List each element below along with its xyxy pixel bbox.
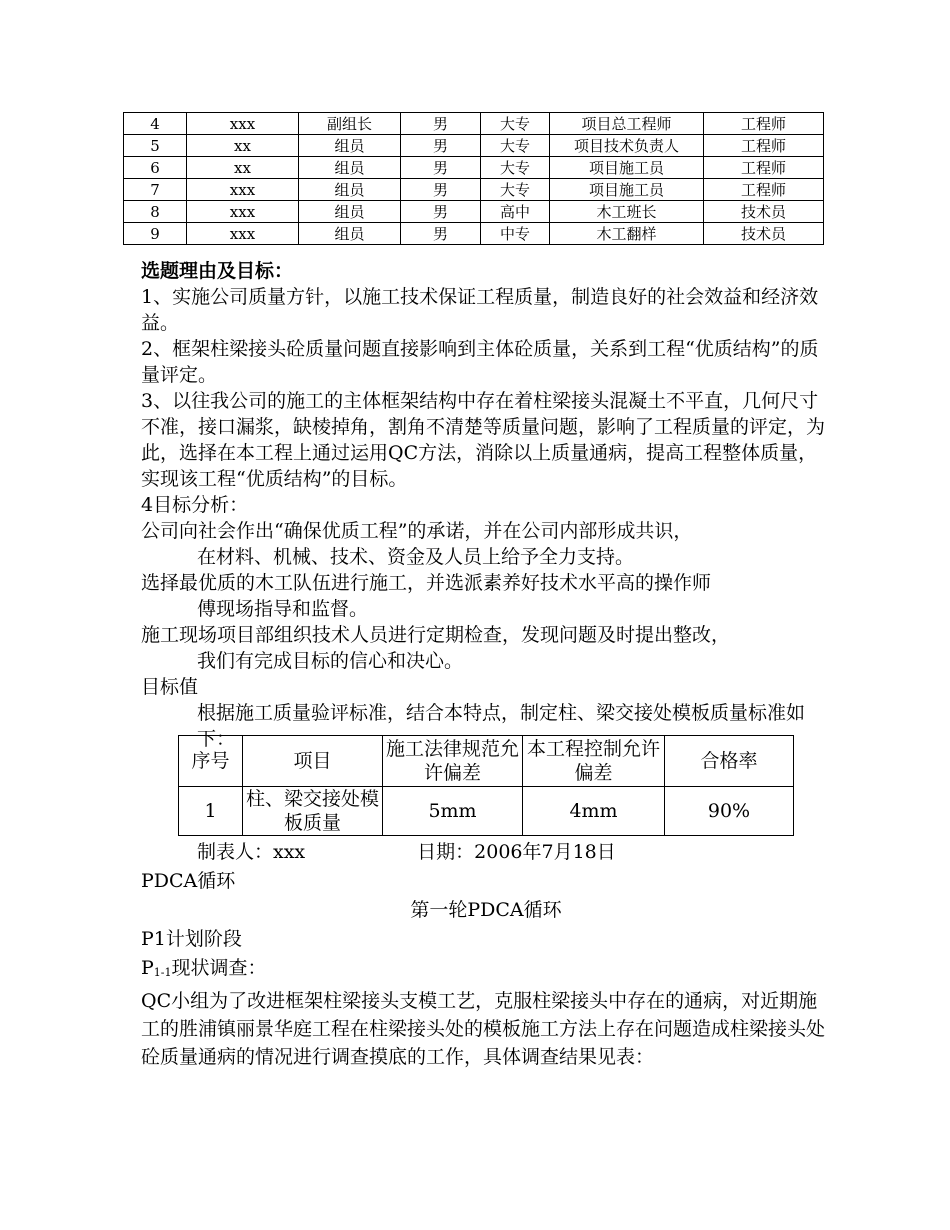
table-cell: 9 <box>124 223 187 245</box>
table-cell: 项目技术负责人 <box>550 135 704 157</box>
table-cell: 男 <box>401 201 481 223</box>
std-cell: 4mm <box>523 787 665 836</box>
table-cell: 大专 <box>481 157 550 179</box>
pdca-title: PDCA循环 <box>141 870 236 892</box>
std-header-cell: 合格率 <box>665 736 794 787</box>
table-cell: xxx <box>187 201 299 223</box>
table-cell: 男 <box>401 157 481 179</box>
table-cell: 男 <box>401 179 481 201</box>
target-title: 目标值 <box>141 676 199 698</box>
std-header-row <box>179 736 794 787</box>
table-cell: 高中 <box>481 201 550 223</box>
table-cell: 工程师 <box>704 113 824 135</box>
std-header-cell: 本工程控制允许偏差 <box>523 736 665 787</box>
table-cell: 5 <box>124 135 187 157</box>
std-header-cell: 施工法律规范允许偏差 <box>383 736 523 787</box>
table-row <box>124 113 824 135</box>
table-cell: 木工班长 <box>550 201 704 223</box>
survey-text: QC小组为了改进框架柱梁接头支模工艺，克服柱梁接头中存在的通病，对近期施工的胜浦镇丽景华庭工程在柱梁接头处的模板施工方法上存在问题造成柱梁接头处砼质量通病的情况进行调查摸底的工作，具体调查结果见表： <box>141 990 826 1068</box>
analysis-item-3-rest: 我们有完成目标的信心和决心。 <box>197 650 464 672</box>
table-cell: 组员 <box>299 179 401 201</box>
table-cell: 项目施工员 <box>550 179 704 201</box>
table-cell: xx <box>187 157 299 179</box>
analysis-item-3-first: 施工现场项目部组织技术人员进行定期检查，发现问题及时提出整改， <box>141 624 731 646</box>
body-text <box>141 258 831 752</box>
analysis-item-1-rest: 在材料、机械、技术、资金及人员上给予全力支持。 <box>197 546 635 568</box>
p11-prefix: P <box>141 957 154 979</box>
p11-title-line <box>141 954 831 987</box>
reason-3: 3、以往我公司的施工的主体框架结构中存在着柱梁接头混凝土不平直，几何尺寸不准，接口漏浆，缺棱掉角，割角不清楚等质量问题，影响了工程质量的评定，为此，选择在本工程上通过运用QC方法，消除以上质量通病，提高工程整体质量，实现该工程“优质结构”的目标。 <box>141 390 826 490</box>
std-header-cell: 项目 <box>243 736 383 787</box>
table-cell: 男 <box>401 113 481 135</box>
table-cell: 技术员 <box>704 223 824 245</box>
table-date: 日期：2006年7月18日 <box>417 841 616 863</box>
table-cell: xxx <box>187 223 299 245</box>
std-cell: 1 <box>179 787 243 836</box>
p11-title: 现状调查： <box>171 957 267 979</box>
tabulator-line <box>141 838 831 867</box>
table-row <box>124 201 824 223</box>
analysis-item-2-rest: 傅现场指导和监督。 <box>197 598 369 620</box>
table-cell: 6 <box>124 157 187 179</box>
quality-standard-table <box>178 735 794 836</box>
target-desc: 根据施工质量验评标准，结合本特点，制定柱、梁交接处模板质量标准如下： <box>197 702 806 750</box>
table-cell: 组员 <box>299 157 401 179</box>
table-cell: 大专 <box>481 135 550 157</box>
table-cell: 木工翻样 <box>550 223 704 245</box>
round-title: 第一轮PDCA循环 <box>410 899 562 921</box>
std-cell: 5mm <box>383 787 523 836</box>
std-cell: 柱、梁交接处模板质量 <box>243 787 383 836</box>
table-cell: 项目总工程师 <box>550 113 704 135</box>
analysis-title: 4目标分析： <box>141 494 249 516</box>
table-cell: 大专 <box>481 179 550 201</box>
p11-subscript: 1-1 <box>153 966 172 979</box>
table-cell: xxx <box>187 113 299 135</box>
std-header-cell: 序号 <box>179 736 243 787</box>
analysis-item-1-first: 公司向社会作出“确保优质工程”的承诺，并在公司内部形成共识， <box>141 520 693 542</box>
table-cell: 4 <box>124 113 187 135</box>
table-cell: 男 <box>401 223 481 245</box>
std-data-row <box>179 787 794 836</box>
after-table-text <box>141 838 831 1071</box>
analysis-item-2-first: 选择最优质的木工队伍进行施工，并选派素养好技术水平高的操作师 <box>141 572 712 594</box>
table-row <box>124 223 824 245</box>
table-cell: 中专 <box>481 223 550 245</box>
reason-2: 2、框架柱梁接头砼质量问题直接影响到主体砼质量，关系到工程“优质结构”的质量评定。 <box>141 338 819 386</box>
table-cell: 组员 <box>299 135 401 157</box>
std-cell: 90% <box>665 787 794 836</box>
table-row <box>124 179 824 201</box>
tabulator: 制表人：xxx <box>197 841 306 863</box>
reason-1: 1、实施公司质量方针，以施工技术保证工程质量，制造良好的社会效益和经济效益。 <box>141 286 819 334</box>
table-row <box>124 135 824 157</box>
table-cell: 副组长 <box>299 113 401 135</box>
table-cell: 8 <box>124 201 187 223</box>
table-row <box>124 157 824 179</box>
table-cell: 工程师 <box>704 135 824 157</box>
table-cell: 男 <box>401 135 481 157</box>
table-cell: 工程师 <box>704 179 824 201</box>
section-title: 选题理由及目标： <box>141 260 294 282</box>
table-cell: 项目施工员 <box>550 157 704 179</box>
p1-title: P1计划阶段 <box>141 928 242 950</box>
table-cell: xxx <box>187 179 299 201</box>
table-cell: 工程师 <box>704 157 824 179</box>
table-cell: 大专 <box>481 113 550 135</box>
table-cell: xx <box>187 135 299 157</box>
table-cell: 技术员 <box>704 201 824 223</box>
members-table <box>123 112 824 245</box>
table-cell: 7 <box>124 179 187 201</box>
table-cell: 组员 <box>299 201 401 223</box>
table-cell: 组员 <box>299 223 401 245</box>
